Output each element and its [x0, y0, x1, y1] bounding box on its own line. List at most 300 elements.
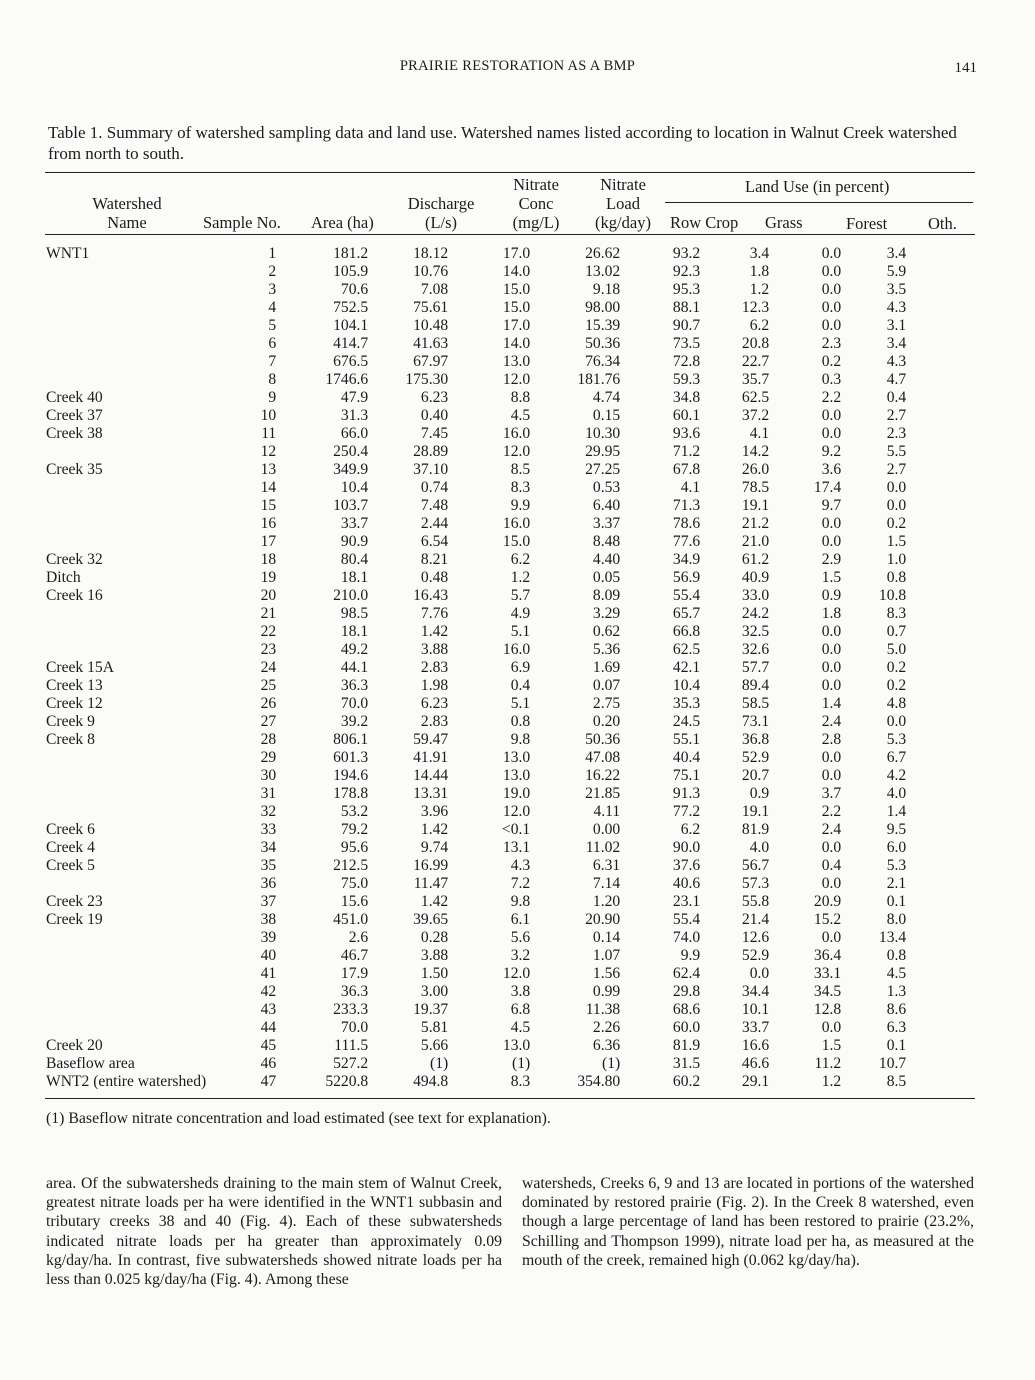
- cell-area: 210.0: [333, 587, 369, 604]
- cell-sample-no: 43: [260, 1001, 277, 1018]
- table-top-rule: [45, 172, 975, 173]
- cell-watershed-name: [46, 281, 206, 299]
- cell-grass: 58.5: [741, 695, 770, 712]
- cell-grass: 33.0: [741, 587, 770, 604]
- cell-other: 2.3: [886, 425, 907, 442]
- cell-forest: 34.5: [813, 983, 842, 1000]
- cell-nitrate-load: 0.20: [592, 713, 621, 730]
- cell-discharge: 0.40: [420, 407, 449, 424]
- cell-grass: 14.2: [741, 443, 770, 460]
- header-watershed-name: Watershed Name: [92, 194, 162, 232]
- cell-watershed-name: Creek 6: [46, 821, 95, 838]
- cell-forest: 0.0: [821, 839, 842, 856]
- cell-forest: 3.6: [821, 461, 842, 478]
- header-sample-no: Sample No.: [203, 213, 281, 232]
- cell-grass: 4.1: [749, 425, 770, 442]
- cell-nitrate-load: 6.40: [592, 497, 621, 514]
- cell-area: 39.2: [340, 713, 369, 730]
- cell-area: 80.4: [340, 551, 369, 568]
- cell-grass: 19.1: [741, 497, 770, 514]
- cell-area: 451.0: [333, 911, 369, 928]
- cell-watershed-name: Ditch: [46, 569, 81, 586]
- cell-watershed-name: [46, 1001, 206, 1019]
- cell-watershed-name: [46, 785, 206, 803]
- cell-area: 44.1: [340, 659, 369, 676]
- cell-sample-no: 8: [268, 371, 277, 388]
- cell-grass: 22.7: [741, 353, 770, 370]
- cell-watershed-name: [46, 263, 206, 281]
- cell-grass: 12.6: [741, 929, 770, 946]
- cell-nitrate-conc: 1.2: [510, 569, 531, 586]
- cell-discharge: 7.48: [420, 497, 449, 514]
- cell-nitrate-conc: 9.8: [510, 893, 531, 910]
- cell-nitrate-load: 50.36: [585, 335, 621, 352]
- cell-grass: 21.4: [741, 911, 770, 928]
- cell-area: 66.0: [340, 425, 369, 442]
- cell-sample-no: 41: [260, 965, 277, 982]
- cell-watershed-name: Creek 35: [46, 461, 103, 478]
- cell-nitrate-conc: 19.0: [502, 785, 531, 802]
- cell-forest: 0.0: [821, 533, 842, 550]
- cell-sample-no: 45: [260, 1037, 277, 1054]
- cell-row-crop: 55.1: [672, 731, 701, 748]
- cell-watershed-name: [46, 767, 206, 785]
- cell-watershed-name: Creek 13: [46, 677, 103, 694]
- cell-grass: 20.8: [741, 335, 770, 352]
- cell-nitrate-conc: 13.1: [502, 839, 531, 856]
- cell-row-crop: 71.3: [672, 497, 701, 514]
- cell-row-crop: 31.5: [672, 1055, 701, 1072]
- header-land-use: Land Use (in percent): [745, 177, 890, 196]
- cell-nitrate-load: 3.29: [592, 605, 621, 622]
- cell-row-crop: 4.1: [680, 479, 701, 496]
- cell-nitrate-conc: 0.4: [510, 677, 531, 694]
- cell-nitrate-load: 98.00: [585, 299, 621, 316]
- cell-forest: 9.2: [821, 443, 842, 460]
- table-row: [46, 641, 906, 659]
- cell-nitrate-load: 0.14: [592, 929, 621, 946]
- cell-grass: 32.5: [741, 623, 770, 640]
- cell-nitrate-load: 27.25: [585, 461, 621, 478]
- cell-sample-no: 30: [260, 767, 277, 784]
- cell-other: 2.7: [886, 407, 907, 424]
- cell-sample-no: 33: [260, 821, 277, 838]
- cell-nitrate-conc: 14.0: [502, 263, 531, 280]
- table-row: [46, 875, 906, 893]
- table-row: [46, 515, 906, 533]
- cell-other: 4.0: [886, 785, 907, 802]
- cell-discharge: 67.97: [413, 353, 449, 370]
- cell-area: 1746.6: [325, 371, 369, 388]
- cell-grass: 37.2: [741, 407, 770, 424]
- table-row: [46, 569, 906, 587]
- cell-nitrate-load: 3.37: [592, 515, 621, 532]
- cell-discharge: 7.45: [420, 425, 449, 442]
- cell-row-crop: 29.8: [672, 983, 701, 1000]
- cell-watershed-name: Creek 16: [46, 587, 103, 604]
- table-caption: Table 1. Summary of watershed sampling data and land use. Watershed names listed according to location in Walnut Creek watershed from north to south.: [48, 123, 957, 163]
- cell-forest: 1.5: [821, 1037, 842, 1054]
- header-area: Area (ha): [311, 213, 374, 232]
- table-row: [46, 929, 906, 947]
- cell-area: 806.1: [333, 731, 369, 748]
- cell-nitrate-load: 4.40: [592, 551, 621, 568]
- cell-watershed-name: Creek 19: [46, 911, 103, 928]
- cell-watershed-name: [46, 371, 206, 389]
- cell-nitrate-conc: 4.5: [510, 407, 531, 424]
- table-row: [46, 443, 906, 461]
- cell-grass: 62.5: [741, 389, 770, 406]
- cell-row-crop: 77.6: [672, 533, 701, 550]
- cell-nitrate-conc: 7.2: [510, 875, 531, 892]
- cell-area: 676.5: [333, 353, 369, 370]
- cell-watershed-name: [46, 497, 206, 515]
- cell-sample-no: 29: [260, 749, 277, 766]
- cell-forest: 15.2: [813, 911, 842, 928]
- cell-sample-no: 10: [260, 407, 277, 424]
- cell-grass: 4.0: [749, 839, 770, 856]
- cell-discharge: 6.23: [420, 389, 449, 406]
- cell-nitrate-conc: 5.7: [510, 587, 531, 604]
- cell-area: 15.6: [340, 893, 369, 910]
- cell-watershed-name: Creek 9: [46, 713, 95, 730]
- cell-other: 8.3: [886, 605, 907, 622]
- cell-sample-no: 14: [260, 479, 277, 496]
- cell-sample-no: 17: [260, 533, 277, 550]
- cell-row-crop: 92.3: [672, 263, 701, 280]
- cell-nitrate-load: 13.02: [585, 263, 621, 280]
- cell-other: 3.4: [886, 335, 907, 352]
- cell-area: 31.3: [340, 407, 369, 424]
- cell-other: 5.5: [886, 443, 907, 460]
- cell-sample-no: 44: [260, 1019, 277, 1036]
- cell-nitrate-conc: 15.0: [502, 281, 531, 298]
- cell-area: 752.5: [333, 299, 369, 316]
- cell-sample-no: 9: [268, 389, 277, 406]
- cell-other: 8.6: [886, 1001, 907, 1018]
- cell-nitrate-conc: 16.0: [502, 515, 531, 532]
- cell-area: 90.9: [340, 533, 369, 550]
- cell-discharge: 19.37: [413, 1001, 449, 1018]
- cell-grass: 89.4: [741, 677, 770, 694]
- cell-area: 17.9: [340, 965, 369, 982]
- cell-watershed-name: Creek 37: [46, 407, 103, 424]
- cell-nitrate-conc: 3.8: [510, 983, 531, 1000]
- table-row: [46, 767, 906, 785]
- cell-row-crop: 90.0: [672, 839, 701, 856]
- cell-area: 53.2: [340, 803, 369, 820]
- table-row: [46, 425, 906, 443]
- cell-row-crop: 60.2: [672, 1073, 701, 1090]
- cell-forest: 12.8: [813, 1001, 842, 1018]
- cell-forest: 1.4: [821, 695, 842, 712]
- running-title: PRAIRIE RESTORATION AS A BMP: [399, 58, 636, 74]
- cell-grass: 57.3: [741, 875, 770, 892]
- cell-sample-no: 31: [260, 785, 277, 802]
- cell-nitrate-conc: 3.2: [510, 947, 531, 964]
- cell-row-crop: 37.6: [672, 857, 701, 874]
- cell-nitrate-conc: 13.0: [502, 767, 531, 784]
- cell-row-crop: 78.6: [672, 515, 701, 532]
- cell-forest: 0.0: [821, 677, 842, 694]
- cell-row-crop: 93.2: [672, 245, 701, 262]
- cell-forest: 0.0: [821, 767, 842, 784]
- cell-area: 527.2: [333, 1055, 369, 1072]
- cell-discharge: 1.42: [420, 623, 449, 640]
- header-nitrate-load: Nitrate Load (kg/day): [595, 175, 651, 232]
- table-row: [46, 1055, 906, 1073]
- table-row: [46, 263, 906, 281]
- cell-sample-no: 13: [260, 461, 277, 478]
- cell-nitrate-load: 76.34: [585, 353, 621, 370]
- cell-discharge: 1.42: [420, 821, 449, 838]
- cell-discharge: 494.8: [413, 1073, 449, 1090]
- cell-watershed-name: WNT1: [46, 245, 90, 262]
- cell-nitrate-conc: 15.0: [502, 299, 531, 316]
- cell-watershed-name: Creek 5: [46, 857, 95, 874]
- cell-area: 2.6: [348, 929, 369, 946]
- cell-nitrate-conc: 5.1: [510, 695, 531, 712]
- cell-area: 36.3: [340, 983, 369, 1000]
- cell-discharge: 18.12: [413, 245, 449, 262]
- cell-grass: 33.7: [741, 1019, 770, 1036]
- cell-forest: 0.0: [821, 407, 842, 424]
- cell-grass: 20.7: [741, 767, 770, 784]
- table-row: [46, 821, 906, 839]
- cell-grass: 40.9: [741, 569, 770, 586]
- cell-watershed-name: [46, 605, 206, 623]
- cell-other: 3.4: [886, 245, 907, 262]
- cell-watershed-name: Creek 20: [46, 1037, 103, 1054]
- cell-grass: 6.2: [749, 317, 770, 334]
- cell-sample-no: 6: [268, 335, 277, 352]
- cell-nitrate-load: 8.09: [592, 587, 621, 604]
- cell-watershed-name: [46, 335, 206, 353]
- cell-forest: 20.9: [813, 893, 842, 910]
- cell-forest: 1.8: [821, 605, 842, 622]
- cell-area: 36.3: [340, 677, 369, 694]
- cell-other: 5.3: [886, 731, 907, 748]
- cell-nitrate-conc: <0.1: [501, 821, 531, 838]
- cell-grass: 34.4: [741, 983, 770, 1000]
- table-row: [46, 695, 906, 713]
- cell-row-crop: 65.7: [672, 605, 701, 622]
- table-row: [46, 893, 906, 911]
- cell-area: 233.3: [333, 1001, 369, 1018]
- cell-forest: 0.0: [821, 659, 842, 676]
- cell-area: 414.7: [333, 335, 369, 352]
- table-row: [46, 623, 906, 641]
- table-body: [46, 245, 906, 1091]
- cell-sample-no: 36: [260, 875, 277, 892]
- cell-watershed-name: Creek 4: [46, 839, 95, 856]
- cell-row-crop: 62.4: [672, 965, 701, 982]
- cell-grass: 1.2: [749, 281, 770, 298]
- cell-forest: 0.2: [821, 353, 842, 370]
- cell-area: 103.7: [333, 497, 369, 514]
- cell-grass: 1.8: [749, 263, 770, 280]
- cell-sample-no: 3: [268, 281, 277, 298]
- body-text-right: watersheds, Creeks 6, 9 and 13 are located in portions of the watershed dominated by restored prairie (Fig. 2). In the Creek 8 watershed, even though a large percentage of land has been restored to prairie (23.2%, Schilling and Thompson 1999), nitrate load per ha, as measured at the mouth of the creek, remained high (0.062 kg/day/ha).: [522, 1175, 974, 1269]
- cell-other: 0.0: [886, 479, 907, 496]
- cell-nitrate-conc: 14.0: [502, 335, 531, 352]
- cell-nitrate-conc: 6.9: [510, 659, 531, 676]
- cell-discharge: 2.83: [420, 713, 449, 730]
- cell-sample-no: 35: [260, 857, 277, 874]
- cell-nitrate-conc: 12.0: [502, 803, 531, 820]
- cell-discharge: 175.30: [405, 371, 449, 388]
- header-other: Oth.: [928, 214, 957, 233]
- cell-nitrate-load: 50.36: [585, 731, 621, 748]
- cell-sample-no: 46: [260, 1055, 277, 1072]
- cell-other: 0.0: [886, 713, 907, 730]
- cell-discharge: 0.48: [420, 569, 449, 586]
- cell-forest: 0.0: [821, 749, 842, 766]
- cell-nitrate-conc: 13.0: [502, 1037, 531, 1054]
- table-row: [46, 713, 906, 731]
- cell-sample-no: 1: [268, 245, 277, 262]
- cell-forest: 0.0: [821, 281, 842, 298]
- cell-forest: 0.0: [821, 263, 842, 280]
- cell-watershed-name: [46, 983, 206, 1001]
- cell-row-crop: 66.8: [672, 623, 701, 640]
- cell-other: 1.3: [886, 983, 907, 1000]
- cell-forest: 36.4: [813, 947, 842, 964]
- table-row: [46, 965, 906, 983]
- header-forest: Forest: [846, 214, 888, 233]
- cell-grass: 61.2: [741, 551, 770, 568]
- cell-grass: 56.7: [741, 857, 770, 874]
- cell-nitrate-load: 7.14: [592, 875, 621, 892]
- cell-sample-no: 39: [260, 929, 277, 946]
- cell-forest: 0.0: [821, 245, 842, 262]
- cell-grass: 78.5: [741, 479, 770, 496]
- cell-grass: 16.6: [741, 1037, 770, 1054]
- cell-area: 46.7: [340, 947, 369, 964]
- cell-sample-no: 11: [261, 425, 277, 442]
- cell-row-crop: 34.8: [672, 389, 701, 406]
- cell-nitrate-load: 0.99: [592, 983, 621, 1000]
- cell-discharge: 2.83: [420, 659, 449, 676]
- cell-nitrate-conc: 5.6: [510, 929, 531, 946]
- cell-discharge: 11.47: [413, 875, 449, 892]
- cell-other: 0.8: [886, 569, 907, 586]
- cell-other: 1.4: [886, 803, 907, 820]
- cell-watershed-name: Creek 23: [46, 893, 103, 910]
- table-header-rule: [45, 234, 975, 235]
- cell-other: 5.9: [886, 263, 907, 280]
- cell-watershed-name: [46, 533, 206, 551]
- cell-grass: 81.9: [741, 821, 770, 838]
- cell-row-crop: 40.4: [672, 749, 701, 766]
- cell-sample-no: 40: [260, 947, 277, 964]
- table-row: [46, 533, 906, 551]
- cell-nitrate-load: 1.56: [592, 965, 621, 982]
- table-row: [46, 911, 906, 929]
- cell-area: 104.1: [333, 317, 369, 334]
- cell-other: 0.8: [886, 947, 907, 964]
- cell-row-crop: 55.4: [672, 587, 701, 604]
- cell-other: 0.7: [886, 623, 907, 640]
- cell-watershed-name: [46, 947, 206, 965]
- cell-nitrate-load: 26.62: [585, 245, 621, 262]
- cell-other: 3.5: [886, 281, 907, 298]
- cell-discharge: 16.99: [413, 857, 449, 874]
- cell-area: 70.6: [340, 281, 369, 298]
- cell-discharge: (1): [430, 1055, 449, 1072]
- cell-nitrate-load: 0.62: [592, 623, 621, 640]
- cell-discharge: 0.74: [420, 479, 449, 496]
- cell-area: 111.5: [334, 1037, 369, 1054]
- cell-grass: 57.7: [741, 659, 770, 676]
- cell-nitrate-conc: 8.3: [510, 1073, 531, 1090]
- cell-sample-no: 24: [260, 659, 277, 676]
- cell-row-crop: 74.0: [672, 929, 701, 946]
- cell-other: 6.0: [886, 839, 907, 856]
- cell-other: 4.3: [886, 299, 907, 316]
- cell-nitrate-load: 1.20: [592, 893, 621, 910]
- cell-nitrate-conc: 6.1: [510, 911, 531, 928]
- cell-area: 194.6: [333, 767, 369, 784]
- table-row: [46, 317, 906, 335]
- cell-grass: 0.9: [749, 785, 770, 802]
- header-row-crop: Row Crop: [670, 213, 739, 232]
- cell-other: 4.2: [886, 767, 907, 784]
- cell-other: 4.3: [886, 353, 907, 370]
- cell-row-crop: 42.1: [672, 659, 701, 676]
- cell-nitrate-conc: 13.0: [502, 353, 531, 370]
- cell-area: 250.4: [333, 443, 369, 460]
- cell-nitrate-conc: 6.2: [510, 551, 531, 568]
- cell-grass: 73.1: [741, 713, 770, 730]
- cell-sample-no: 16: [260, 515, 277, 532]
- cell-forest: 0.0: [821, 1019, 842, 1036]
- cell-discharge: 1.50: [420, 965, 449, 982]
- cell-row-crop: 34.9: [672, 551, 701, 568]
- cell-watershed-name: Creek 8: [46, 731, 95, 748]
- cell-sample-no: 32: [260, 803, 277, 820]
- cell-nitrate-load: 1.07: [592, 947, 621, 964]
- cell-row-crop: 9.9: [680, 947, 701, 964]
- cell-area: 47.9: [340, 389, 369, 406]
- cell-area: 33.7: [340, 515, 369, 532]
- cell-forest: 11.2: [814, 1055, 842, 1072]
- cell-nitrate-load: 6.31: [592, 857, 621, 874]
- cell-sample-no: 47: [260, 1073, 277, 1090]
- cell-grass: 12.3: [741, 299, 770, 316]
- cell-row-crop: 23.1: [672, 893, 701, 910]
- cell-nitrate-conc: 4.3: [510, 857, 531, 874]
- cell-nitrate-load: 0.00: [592, 821, 621, 838]
- cell-area: 18.1: [340, 569, 369, 586]
- cell-grass: 35.7: [741, 371, 770, 388]
- cell-area: 18.1: [340, 623, 369, 640]
- cell-forest: 2.8: [821, 731, 842, 748]
- table-row: [46, 497, 906, 515]
- cell-grass: 26.0: [741, 461, 770, 478]
- cell-nitrate-conc: 9.8: [510, 731, 531, 748]
- cell-sample-no: 23: [260, 641, 277, 658]
- header-grass: Grass: [765, 213, 803, 232]
- table-row: [46, 659, 906, 677]
- cell-grass: 32.6: [741, 641, 770, 658]
- cell-area: 181.2: [333, 245, 369, 262]
- cell-discharge: 10.76: [413, 263, 449, 280]
- cell-forest: 2.4: [821, 713, 842, 730]
- cell-forest: 9.7: [821, 497, 842, 514]
- cell-watershed-name: [46, 515, 206, 533]
- table-row: [46, 587, 906, 605]
